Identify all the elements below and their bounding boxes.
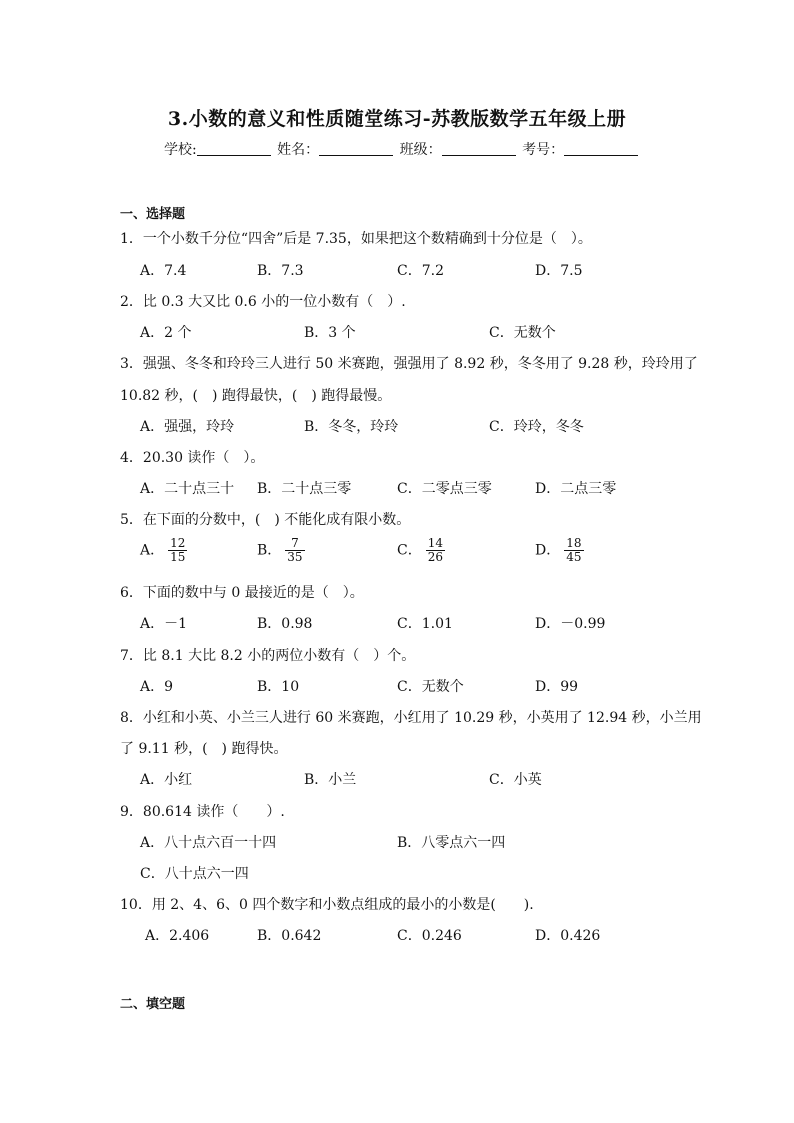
- student-info-line: [164, 139, 640, 159]
- q7-option-a: A．9: [140, 679, 174, 695]
- fraction: [285, 537, 304, 564]
- fraction: [564, 537, 583, 564]
- question-8-continued: 了 9.11 秒，( ) 跑得快。: [120, 741, 288, 757]
- q10-option-c: C．0.246: [397, 928, 462, 944]
- fraction-numerator: 18: [566, 536, 582, 550]
- q4-option-b: B．二十点三零: [257, 481, 352, 497]
- q2-option-b: B．3 个: [304, 325, 356, 341]
- q4-option-c: C．二零点三零: [397, 481, 492, 497]
- q5-option-d-label: D．: [535, 542, 561, 559]
- question-9: 9．80.614 读作（ ）.: [120, 804, 285, 820]
- q7-option-d: D．99: [535, 679, 579, 695]
- q1-option-c: C．7.2: [397, 263, 444, 279]
- q3-option-b: B．冬冬，玲玲: [304, 419, 399, 435]
- q5-option-c-label: C．: [397, 542, 422, 559]
- q7-option-b: B．10: [257, 679, 300, 695]
- q1-option-a: A．7.4: [140, 263, 187, 279]
- question-1: 1．一个小数千分位“四舍”后是 7.35，如果把这个数精确到十分位是（ ）。: [120, 231, 592, 247]
- question-6: 6．下面的数中与 0 最接近的是（ ）。: [120, 585, 364, 601]
- name-blank[interactable]: [319, 141, 393, 156]
- section-heading-choice: 一、选择题: [120, 207, 186, 222]
- fraction-numerator: 12: [170, 536, 186, 550]
- question-7: 7．比 8.1 大比 8.2 小的两位小数有（ ）个。: [120, 648, 416, 664]
- q6-option-d: D．－0.99: [535, 616, 606, 632]
- q6-option-b: B．0.98: [257, 616, 313, 632]
- q10-option-d: D．0.426: [535, 928, 601, 944]
- q9-option-b: B．八零点六一四: [397, 835, 506, 851]
- q9-option-c: C．八十点六一四: [140, 866, 249, 882]
- q5-option-a: [140, 537, 187, 564]
- fraction-denominator: 35: [287, 550, 303, 564]
- question-4: 4．20.30 读作（ ）。: [120, 450, 265, 466]
- q5-option-b: [257, 537, 305, 564]
- q8-option-b: B．小兰: [304, 772, 357, 788]
- q5-option-a-label: A．: [140, 542, 165, 559]
- q3-option-c: C．玲玲，冬冬: [489, 419, 584, 435]
- q4-option-d: D．二点三零: [535, 481, 617, 497]
- question-3-continued: 10.82 秒，( ) 跑得最快，( ) 跑得最慢。: [120, 388, 392, 404]
- q6-option-c: C．1.01: [397, 616, 453, 632]
- question-5: 5．在下面的分数中，( ) 不能化成有限小数。: [120, 512, 411, 528]
- class-label: 班级：: [399, 142, 442, 158]
- q8-option-a: A．小红: [140, 772, 193, 788]
- q9-option-a: A．八十点六百一十四: [140, 835, 277, 851]
- q5-option-c: [397, 537, 445, 564]
- question-3: 3．强强、冬冬和玲玲三人进行 50 米赛跑，强强用了 8.92 秒，冬冬用了 9.28 秒，玲玲用了: [120, 356, 698, 372]
- class-blank[interactable]: [442, 141, 516, 156]
- fraction-numerator: 7: [291, 536, 299, 550]
- school-label: 学校:: [164, 142, 197, 158]
- question-10: 10．用 2、4、6、0 四个数字和小数点组成的最小的小数是( ).: [120, 897, 534, 913]
- school-blank[interactable]: [197, 141, 271, 156]
- name-label: 姓名：: [277, 142, 320, 158]
- fraction-denominator: 26: [427, 550, 443, 564]
- q3-option-a: A．强强，玲玲: [140, 419, 235, 435]
- q1-option-b: B．7.3: [257, 263, 304, 279]
- q10-option-b: B．0.642: [257, 928, 322, 944]
- fraction: [426, 537, 445, 564]
- number-blank[interactable]: [564, 141, 638, 156]
- q10-option-a: A．2.406: [145, 928, 210, 944]
- q5-option-b-label: B．: [257, 542, 282, 559]
- fraction-denominator: 15: [170, 550, 186, 564]
- q4-option-a: A．二十点三十: [140, 481, 235, 497]
- fraction: [168, 537, 187, 564]
- q2-option-c: C．无数个: [489, 325, 556, 341]
- q6-option-a: A．－1: [140, 616, 188, 632]
- fraction-numerator: 14: [427, 536, 443, 550]
- number-label: 考号：: [522, 142, 565, 158]
- q2-option-a: A．2 个: [140, 325, 192, 341]
- q1-option-d: D．7.5: [535, 263, 583, 279]
- page-title: 3.小数的意义和性质随堂练习-苏教版数学五年级上册: [167, 108, 627, 130]
- q7-option-c: C．无数个: [397, 679, 464, 695]
- q5-option-d: [535, 537, 584, 564]
- section-heading-fill-in: 二、填空题: [120, 997, 186, 1012]
- question-2: 2．比 0.3 大又比 0.6 小的一位小数有（ ）.: [120, 294, 406, 310]
- question-8: 8．小红和小英、小兰三人进行 60 米赛跑，小红用了 10.29 秒，小英用了 12.94 秒，小兰用: [120, 710, 702, 726]
- q8-option-c: C．小英: [489, 772, 542, 788]
- fraction-denominator: 45: [566, 550, 582, 564]
